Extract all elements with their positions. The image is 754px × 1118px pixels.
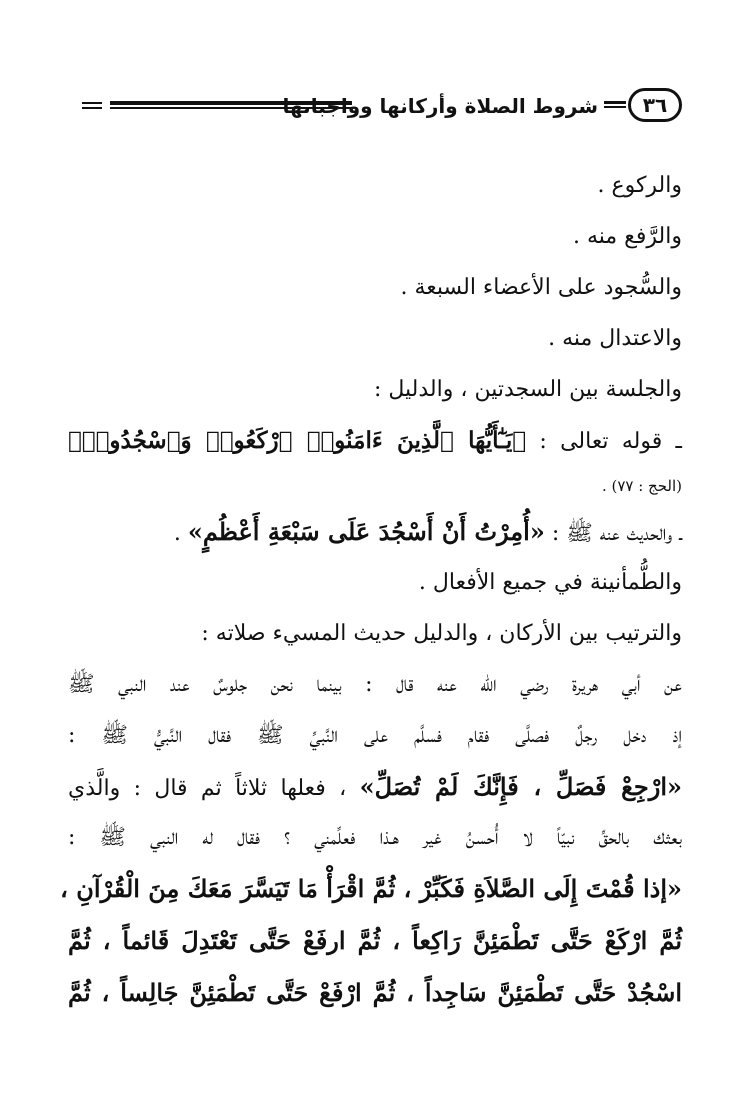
hadith-line-3: اسْجُدْ حَتَّى تَطْمَئِنَّ سَاجِداً ، ثُمَّ ارْفَعْ حَتَّى تَطْمَئِنَّ جَالِساً ، ثُمَّ — [68, 978, 682, 1007]
quran-verse: ﴿يَـٰٓأَيُّهَا ٱلَّذِينَ ءَامَنُوا۟ ٱرْكَعُوا۟ وَٱسْجُدُوا۟﴾ — [68, 427, 527, 454]
text-line-6 — [68, 415, 682, 466]
page-header — [68, 88, 682, 128]
page-body — [60, 160, 682, 1019]
text-line-4: والاعتدال منه . — [548, 326, 682, 351]
text-line-3: والسُّجود على الأعضاء السبعة . — [400, 275, 682, 300]
hadith-line-2: ثُمَّ ارْكَعْ حَتَّى تَطْمَئِنَّ رَاكِعاً ، ثُمَّ ارفَعْ حَتَّى تَعْتَدِلَ قَائماً ، ثُمَّ — [68, 926, 682, 955]
header-rule-end — [82, 102, 102, 109]
text-line-9: والطُّمأنينة في جميع الأفعال . — [418, 570, 682, 595]
hadith-end: . — [173, 521, 188, 546]
text-line-14: بعثك بالحقِّ نبيّاً لا أُحسنُ غير هـذا فعلِّمني ؟ فقال له النبي ﷺ : — [68, 825, 682, 850]
hadith-line-1: «إذا قُمْتَ إِلَى الصَّلاَةِ فَكَبِّرْ ، ثُمَّ اقْرَأْ مَا تَيَسَّرَ مَعَكَ مِنَ الْقُرْآنِ ، — [60, 874, 682, 903]
text-line-11: عن أبي هريرة رضي الله عنه قال : بينما نحن جلوسٌ عند النبي ﷺ — [68, 672, 682, 697]
running-title: شروط الصلاة وأركانها وواجباتها — [282, 94, 598, 118]
text-line-8 — [68, 506, 682, 557]
text-line-5: والجلسة بين السجدتين ، والدليل : — [373, 377, 682, 402]
hadith-block — [60, 863, 682, 1019]
text-line-1: والركوع . — [597, 173, 682, 198]
verse-intro: ـ قوله تعالى : — [526, 429, 682, 454]
hadith-quote: «أُمِرْتُ أَنْ أَسْجُدَ عَلَى سَبْعَةِ أَعْظُمٍ» — [187, 517, 545, 546]
text-line-13-rest: ، فعلها ثلاثاً ثم قال : والَّذي — [68, 776, 360, 801]
header-rule-short — [604, 101, 626, 108]
text-line-12: إذ دخل رجلٌ فصلَّى فقام فسلَّم على النَّبيِّ ﷺ فقال النَّبيُّ ﷺ : — [68, 723, 682, 748]
hadith-command: «ارْجِعْ فَصَلِّ ، فَإِنَّكَ لَمْ تُصَلِّ» — [359, 772, 682, 801]
text-line-10: والترتيب بين الأركان ، والدليل حديث المسيء صلاته : — [201, 621, 682, 646]
hadith-intro: ـ والحديث عنه ﷺ : — [544, 521, 682, 546]
page-number: ٣٦ — [628, 88, 682, 122]
text-line-13 — [68, 761, 682, 812]
verse-reference: (الحج : ٧٧) . — [601, 477, 682, 495]
header-rule — [110, 101, 352, 109]
text-line-2: والرَّفع منه . — [572, 224, 682, 249]
